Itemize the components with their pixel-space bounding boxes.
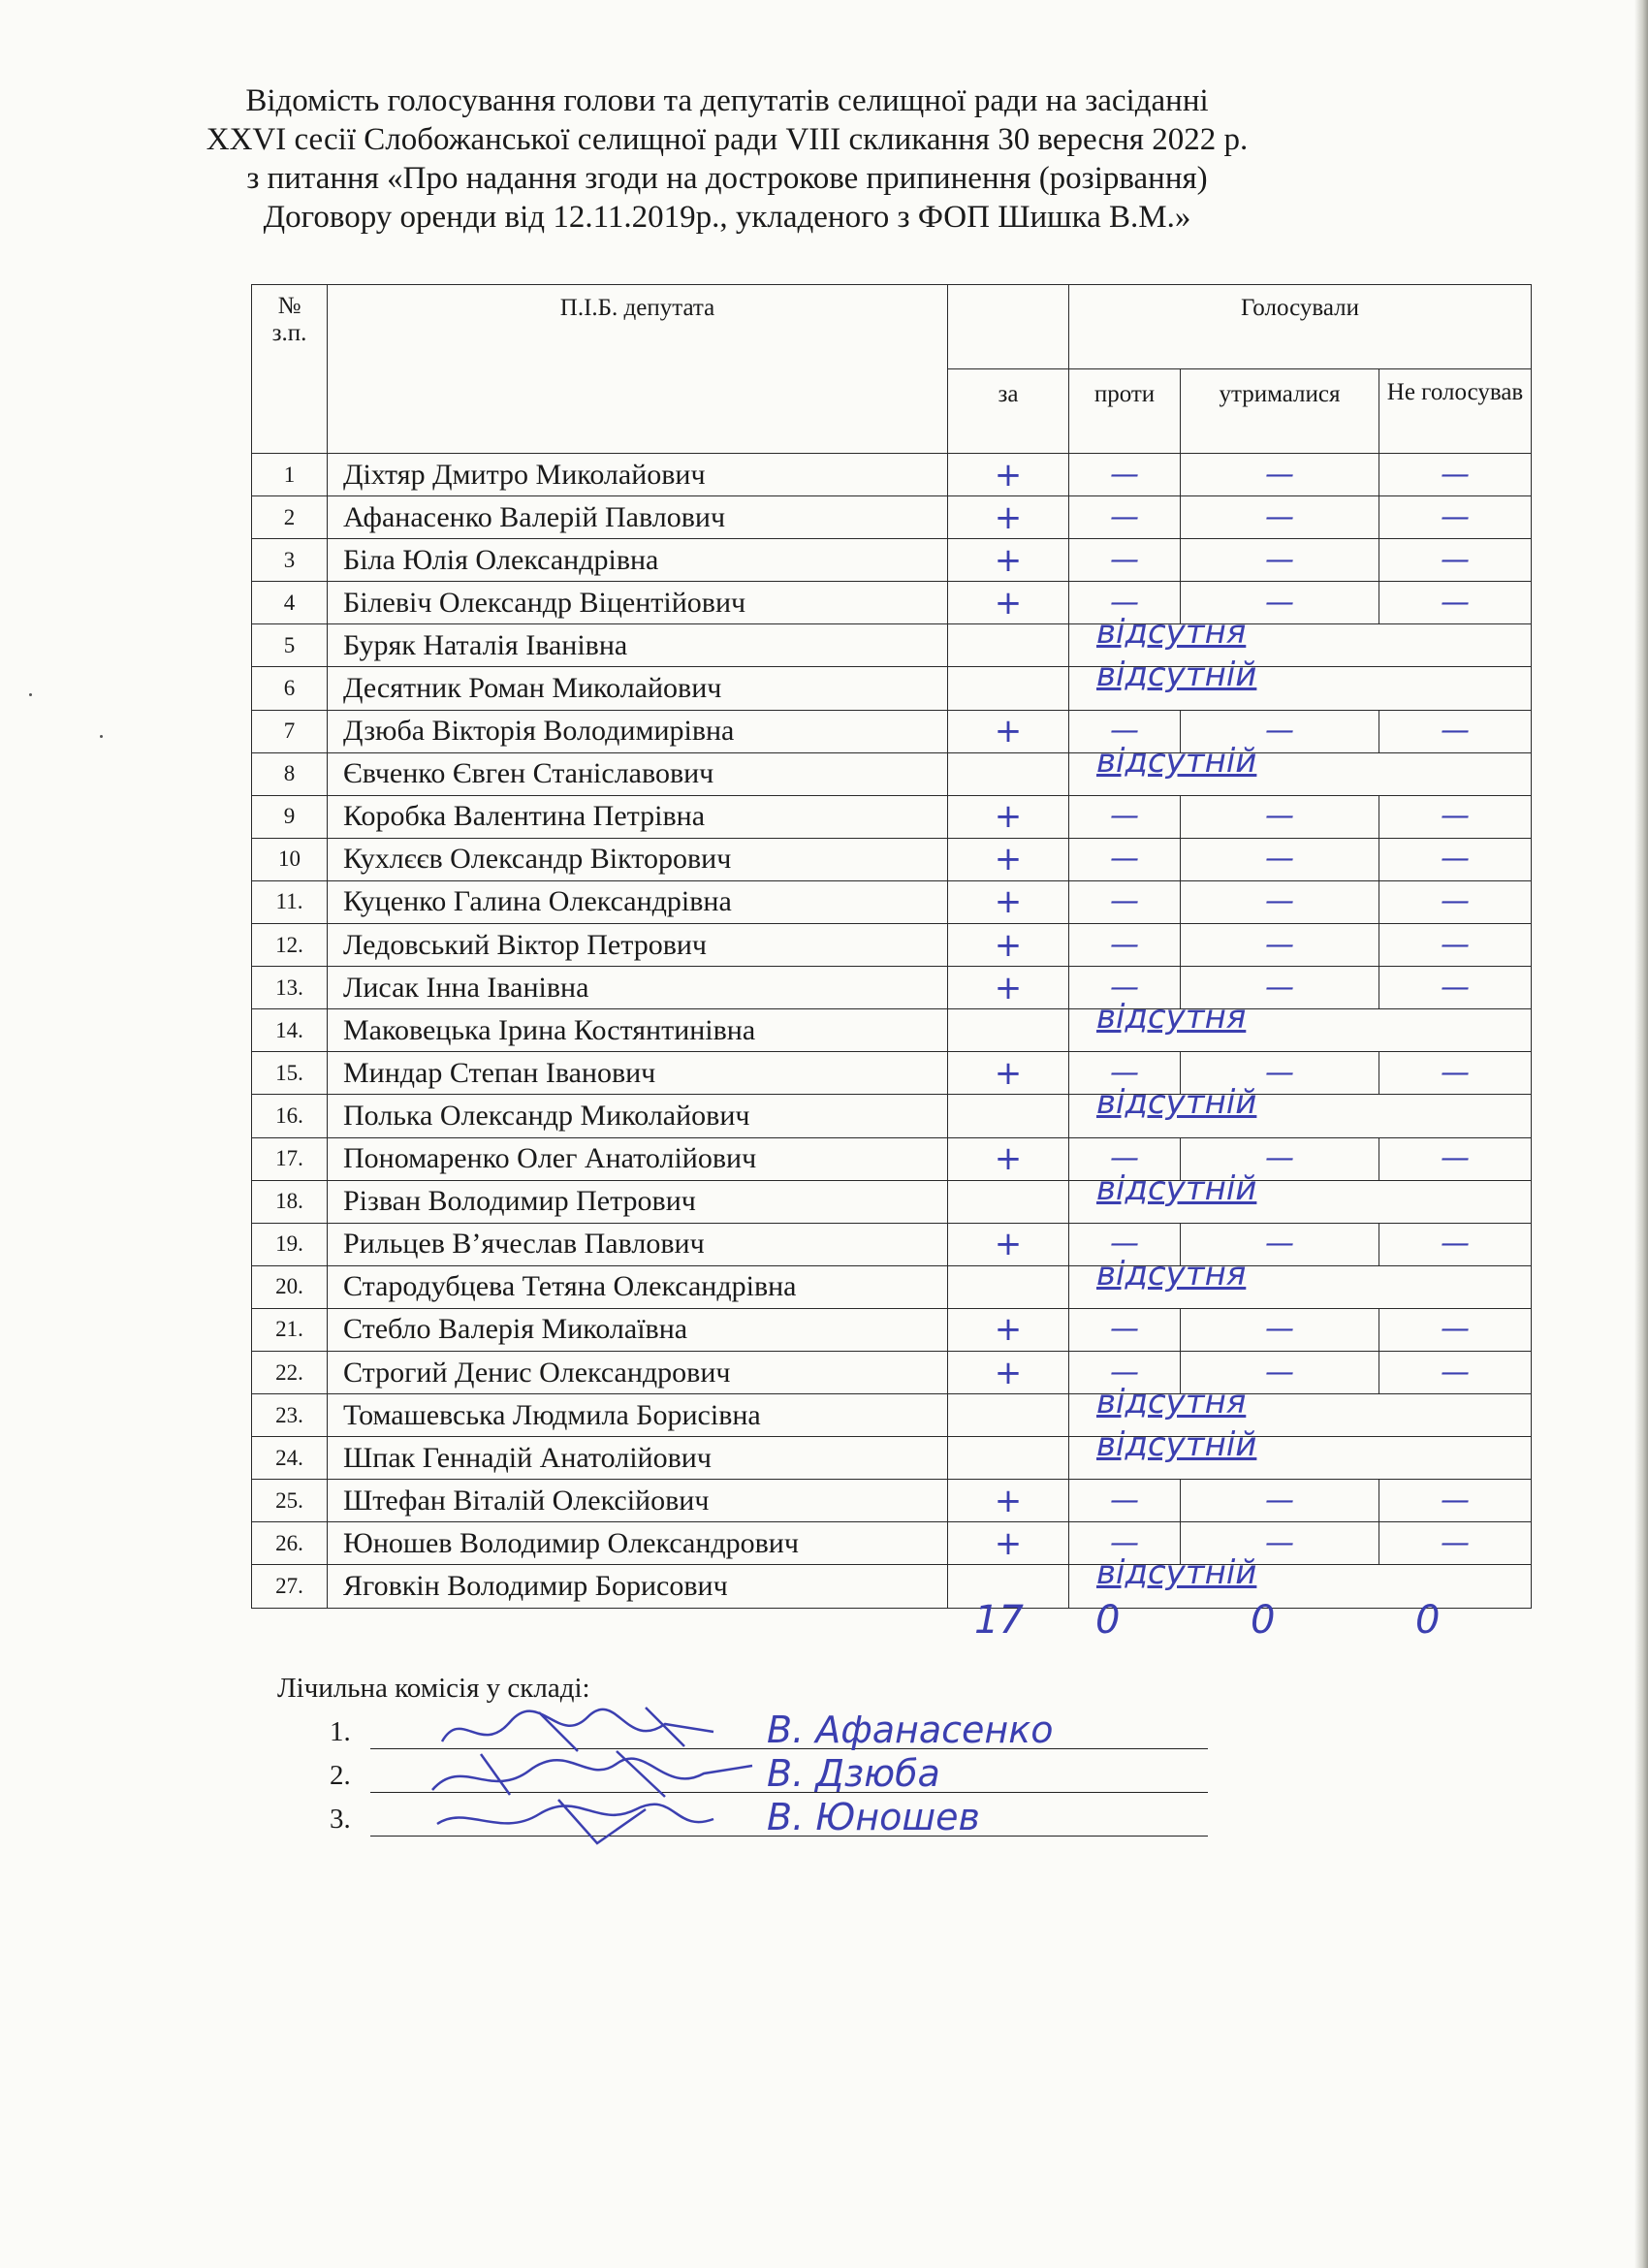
title-line-1: Відомість голосування голови та депутатів селищної ради на засіданні (245, 83, 1209, 118)
page-edge (1634, 0, 1648, 2268)
absent-text: відсутній (1096, 1425, 1257, 1465)
col-num-header: № з.п. (252, 285, 328, 454)
table-row (252, 667, 1532, 710)
vote-abstain-mark: — (1181, 454, 1379, 496)
vote-for-mark: + (948, 1351, 1069, 1393)
vote-against-mark: — (1069, 1137, 1181, 1180)
vote-for-mark (948, 1095, 1069, 1137)
row-number: 23. (252, 1394, 328, 1437)
table-row (252, 496, 1532, 539)
row-number: 9 (252, 795, 328, 838)
row-number: 22. (252, 1351, 328, 1393)
table-row (252, 752, 1532, 795)
table-row (252, 1308, 1532, 1351)
deputy-name: Яговкін Володимир Борисович (328, 1565, 948, 1608)
vote-abstain-mark: — (1181, 1052, 1379, 1095)
row-number: 2 (252, 496, 328, 539)
row-number: 5 (252, 624, 328, 667)
vote-novote-mark: — (1379, 496, 1532, 539)
table-row (252, 582, 1532, 624)
vote-against-mark: — (1069, 582, 1181, 624)
vote-abstain-mark: — (1181, 1308, 1379, 1351)
vote-for-mark (948, 624, 1069, 667)
deputy-name: Полька Олександр Миколайович (328, 1095, 948, 1137)
vote-against-mark: — (1069, 1223, 1181, 1265)
table-row (252, 924, 1532, 967)
vote-against-mark: — (1069, 838, 1181, 880)
scan-speck (100, 735, 103, 738)
row-number: 11. (252, 880, 328, 923)
absent-note (1069, 741, 1532, 795)
deputy-name: Євченко Євген Станіславович (328, 752, 948, 795)
vote-for-mark: + (948, 710, 1069, 752)
row-number: 21. (252, 1308, 328, 1351)
row-number: 6 (252, 667, 328, 710)
row-number: 12. (252, 924, 328, 967)
table-row (252, 967, 1532, 1009)
table-row (252, 539, 1532, 582)
vote-for-mark (948, 1009, 1069, 1052)
deputy-name: Десятник Роман Миколайович (328, 667, 948, 710)
deputy-name: Маковецька Ірина Костянтинівна (328, 1009, 948, 1052)
vote-novote-mark: — (1379, 1137, 1532, 1180)
vote-abstain-mark: — (1181, 582, 1379, 624)
table-row (252, 1009, 1532, 1052)
deputy-name: Юношев Володимир Олександрович (328, 1522, 948, 1565)
table-row (252, 454, 1532, 496)
deputy-name: Різван Володимир Петрович (328, 1180, 948, 1223)
vote-for-mark: + (948, 1480, 1069, 1522)
absent-text: відсутня (1096, 1254, 1247, 1294)
vote-for-mark: + (948, 1308, 1069, 1351)
table-row (252, 1137, 1532, 1180)
member-number: 1. (330, 1716, 351, 1747)
table-row (252, 1180, 1532, 1223)
table-row (252, 1223, 1532, 1265)
title-line-3: з питання «Про надання згоди на дострокове припинення (розірвання) (246, 161, 1208, 196)
row-number: 1 (252, 454, 328, 496)
deputy-name: Стебло Валерія Миколаївна (328, 1308, 948, 1351)
vote-novote-mark: — (1379, 1351, 1532, 1393)
table-row (252, 624, 1532, 667)
vote-for-mark: + (948, 496, 1069, 539)
deputy-name: Томашевська Людмила Борисівна (328, 1394, 948, 1437)
table-row (252, 1265, 1532, 1308)
table-row (252, 795, 1532, 838)
absent-note (1069, 655, 1532, 710)
total-for: 17 (974, 1598, 1024, 1643)
member-number: 3. (330, 1804, 351, 1835)
table-row (252, 838, 1532, 880)
deputy-name: Коробка Валентина Петрівна (328, 795, 948, 838)
absent-text: відсутній (1096, 1083, 1257, 1123)
vote-against-mark: — (1069, 924, 1181, 967)
vote-novote-mark: — (1379, 1052, 1532, 1095)
vote-abstain-mark: — (1181, 838, 1379, 880)
vote-abstain-mark: — (1181, 1480, 1379, 1522)
vote-for-mark: + (948, 924, 1069, 967)
row-number: 16. (252, 1095, 328, 1137)
vote-novote-mark: — (1379, 1480, 1532, 1522)
absent-note (1069, 1425, 1532, 1480)
vote-for-mark: + (948, 582, 1069, 624)
title-line-2: XXVI сесії Слобожанської селищної ради VIII скликання 30 вересня 2022 р. (206, 122, 1249, 157)
vote-novote-mark: — (1379, 967, 1532, 1009)
deputy-name: Біла Юлія Олександрівна (328, 539, 948, 582)
col-name-header: П.І.Б. депутата (328, 285, 948, 454)
absent-text: відсутній (1096, 655, 1257, 695)
vote-against-mark: — (1069, 1052, 1181, 1095)
col-against-header: проти (1069, 369, 1181, 454)
col-abstain-header: утрималися (1181, 369, 1379, 454)
deputy-name: Строгий Денис Олександрович (328, 1351, 948, 1393)
deputy-name: Буряк Наталія Іванівна (328, 624, 948, 667)
absent-note (1069, 1168, 1532, 1223)
deputy-name: Миндар Степан Іванович (328, 1052, 948, 1095)
vote-abstain-mark: — (1181, 539, 1379, 582)
vote-for-mark: + (948, 539, 1069, 582)
vote-for-mark: + (948, 1052, 1069, 1095)
deputy-name: Пономаренко Олег Анатолійович (328, 1137, 948, 1180)
deputy-name: Штефан Віталій Олексійович (328, 1480, 948, 1522)
deputy-name: Афанасенко Валерій Павлович (328, 496, 948, 539)
col-voted-header: Голосували (1069, 285, 1532, 369)
vote-against-mark: — (1069, 710, 1181, 752)
total-abstain: 0 (1251, 1598, 1276, 1643)
commission-label: Лічильна комісія у складі: (277, 1673, 590, 1704)
deputy-name: Куценко Галина Олександрівна (328, 880, 948, 923)
deputy-name: Ледовський Віктор Петрович (328, 924, 948, 967)
vote-novote-mark: — (1379, 582, 1532, 624)
col-novote-header: Не голосував (1379, 369, 1532, 454)
vote-against-mark: — (1069, 1351, 1181, 1393)
table-row (252, 1522, 1532, 1565)
vote-against-mark: — (1069, 795, 1181, 838)
row-number: 13. (252, 967, 328, 1009)
row-number: 17. (252, 1137, 328, 1180)
vote-for-mark (948, 1180, 1069, 1223)
vote-abstain-mark: — (1181, 1223, 1379, 1265)
member-name: В. Юношев (767, 1796, 980, 1838)
vote-novote-mark: — (1379, 1308, 1532, 1351)
vote-for-mark: + (948, 880, 1069, 923)
deputy-name: Стародубцева Тетяна Олександрівна (328, 1265, 948, 1308)
deputy-name: Дзюба Вікторія Володимирівна (328, 710, 948, 752)
vote-abstain-mark: — (1181, 795, 1379, 838)
vote-for-mark: + (948, 454, 1069, 496)
col-empty-header (948, 285, 1069, 369)
vote-against-mark: — (1069, 1522, 1181, 1565)
vote-for-mark: + (948, 1522, 1069, 1565)
vote-novote-mark: — (1379, 880, 1532, 923)
scan-speck (29, 693, 32, 696)
vote-novote-mark: — (1379, 795, 1532, 838)
total-against: 0 (1095, 1598, 1121, 1643)
absent-text: відсутня (1096, 998, 1247, 1038)
totals-row (965, 1598, 1488, 1646)
absent-note (1069, 1083, 1532, 1137)
vote-novote-mark: — (1379, 1223, 1532, 1265)
row-number: 15. (252, 1052, 328, 1095)
vote-against-mark: — (1069, 496, 1181, 539)
row-number: 7 (252, 710, 328, 752)
deputy-name: Кухлєєв Олександр Вікторович (328, 838, 948, 880)
deputy-name: Лисак Інна Іванівна (328, 967, 948, 1009)
row-number: 25. (252, 1480, 328, 1522)
vote-for-mark: + (948, 1223, 1069, 1265)
vote-for-mark (948, 1265, 1069, 1308)
table-row (252, 710, 1532, 752)
row-number: 27. (252, 1565, 328, 1608)
row-number: 18. (252, 1180, 328, 1223)
absent-text: відсутній (1096, 1553, 1257, 1593)
member-name: В. Афанасенко (767, 1709, 1054, 1751)
vote-abstain-mark: — (1181, 710, 1379, 752)
vote-against-mark: — (1069, 1480, 1181, 1522)
vote-for-mark (948, 1437, 1069, 1480)
table-row (252, 880, 1532, 923)
table-row (252, 1437, 1532, 1480)
vote-for-mark: + (948, 838, 1069, 880)
vote-against-mark: — (1069, 539, 1181, 582)
vote-for-mark (948, 752, 1069, 795)
table-row (252, 1052, 1532, 1095)
vote-against-mark: — (1069, 454, 1181, 496)
voting-table (251, 284, 1532, 1609)
absent-text: відсутній (1096, 741, 1257, 781)
document-title (145, 81, 1309, 237)
row-number: 8 (252, 752, 328, 795)
row-number: 26. (252, 1522, 328, 1565)
vote-for-mark: + (948, 967, 1069, 1009)
vote-for-mark: + (948, 795, 1069, 838)
total-novote: 0 (1415, 1598, 1441, 1643)
row-number: 20. (252, 1265, 328, 1308)
vote-abstain-mark: — (1181, 1351, 1379, 1393)
table-row (252, 1394, 1532, 1437)
absent-note (1069, 1254, 1532, 1308)
vote-against-mark: — (1069, 880, 1181, 923)
commission-member-3 (277, 1796, 1208, 1842)
deputy-name: Діхтяр Дмитро Миколайович (328, 454, 948, 496)
vote-novote-mark: — (1379, 454, 1532, 496)
vote-abstain-mark: — (1181, 967, 1379, 1009)
row-number: 24. (252, 1437, 328, 1480)
vote-novote-mark: — (1379, 838, 1532, 880)
deputy-name: Шпак Геннадій Анатолійович (328, 1437, 948, 1480)
absent-text: відсутня (1096, 1383, 1247, 1422)
vote-abstain-mark: — (1181, 1137, 1379, 1180)
deputy-name: Рильцев В’ячеслав Павлович (328, 1223, 948, 1265)
row-number: 4 (252, 582, 328, 624)
vote-novote-mark: — (1379, 539, 1532, 582)
vote-abstain-mark: — (1181, 924, 1379, 967)
vote-novote-mark: — (1379, 1522, 1532, 1565)
row-number: 3 (252, 539, 328, 582)
absent-note (1069, 998, 1532, 1052)
member-name: В. Дзюба (767, 1752, 940, 1795)
vote-for-mark (948, 667, 1069, 710)
absent-text: відсутня (1096, 613, 1247, 653)
table-row (252, 1480, 1532, 1522)
row-number: 19. (252, 1223, 328, 1265)
member-number: 2. (330, 1760, 351, 1791)
deputy-name: Білевіч Олександр Віцентійович (328, 582, 948, 624)
vote-abstain-mark: — (1181, 1522, 1379, 1565)
absent-text: відсутній (1096, 1168, 1257, 1208)
row-number: 14. (252, 1009, 328, 1052)
table-row (252, 1095, 1532, 1137)
vote-against-mark: — (1069, 1308, 1181, 1351)
vote-for-mark: + (948, 1137, 1069, 1180)
row-number: 10 (252, 838, 328, 880)
vote-novote-mark: — (1379, 710, 1532, 752)
vote-novote-mark: — (1379, 924, 1532, 967)
table-row (252, 1351, 1532, 1393)
vote-against-mark: — (1069, 967, 1181, 1009)
col-for-header: за (948, 369, 1069, 454)
vote-abstain-mark: — (1181, 880, 1379, 923)
vote-abstain-mark: — (1181, 496, 1379, 539)
vote-for-mark (948, 1394, 1069, 1437)
title-line-4: Договору оренди від 12.11.2019р., укладеного з ФОП Шишка В.М.» (263, 200, 1191, 235)
